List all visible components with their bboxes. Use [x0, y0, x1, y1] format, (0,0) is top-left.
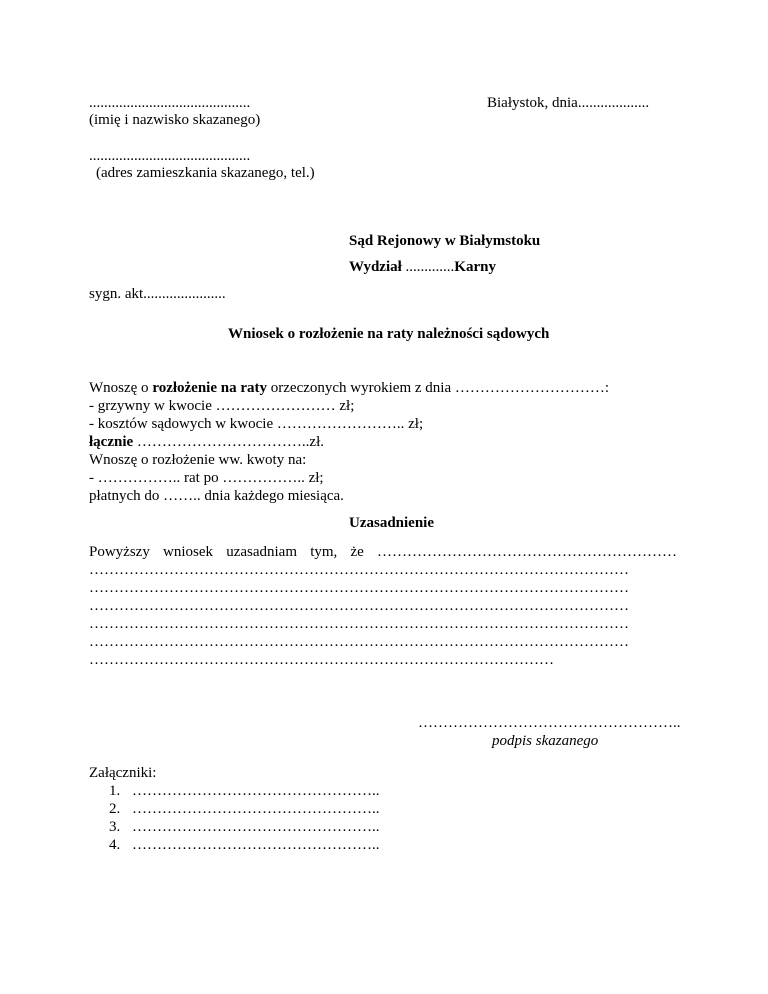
- justification-dotted-line: ………………………………………………………………………………………………: [89, 634, 629, 650]
- request-line-fine: - grzywny w kwocie …………………… zł;: [89, 398, 355, 414]
- attachments: [89, 764, 380, 854]
- justification-dotted-line: ………………………………………………………………………………………………: [89, 580, 629, 596]
- request-line-1: Wnoszę o rozłożenie na raty orzeczonych wyrokiem z dnia …………………………:: [89, 380, 610, 396]
- document-title: Wniosek o rozłożenie na raty należności sądowych: [228, 326, 550, 342]
- address-label: (adres zamieszkania skazanego, tel.): [96, 165, 315, 181]
- justification-dotted-line: ………………………………………………………………………………………………: [89, 598, 629, 614]
- justification-first-line: Powyższy wniosek uzasadniam tym, że ……………………………………………………: [89, 544, 677, 560]
- attachment-item: 2. …………………………………………..: [109, 801, 380, 817]
- case-reference: sygn. akt......................: [89, 286, 226, 302]
- place-date: Białystok, dnia...................: [487, 95, 650, 111]
- justification-dotted-line: ………………………………………………………………………………………………: [89, 616, 629, 632]
- name-dots: ...........................................: [89, 95, 251, 111]
- court-name: Sąd Rejonowy w Białymstoku: [349, 233, 541, 249]
- attachment-item: 3. …………………………………………..: [109, 819, 380, 835]
- court-department: Wydział .............Karny: [349, 259, 496, 275]
- justification-last-line: …………………………………………………………………………………: [89, 652, 554, 668]
- name-label: (imię i nazwisko skazanego): [89, 112, 261, 128]
- address-dots: ...........................................: [89, 148, 251, 164]
- attachment-item: 1. …………………………………………..: [109, 783, 380, 799]
- request-line-total: łącznie ……………………………..zł.: [89, 434, 324, 450]
- attachments-heading: Załączniki:: [89, 765, 157, 781]
- justification-dotted-line: ………………………………………………………………………………………………: [89, 562, 629, 578]
- request-line-costs: - kosztów sądowych w kwocie …………………….. zł;: [89, 416, 424, 432]
- signature-label: podpis skazanego: [492, 733, 599, 749]
- attachment-item: 4. …………………………………………..: [109, 837, 380, 853]
- request-line-due: płatnych do …….. dnia każdego miesiąca.: [89, 488, 344, 504]
- request-line-installments-intro: Wnoszę o rozłożenie ww. kwoty na:: [89, 452, 307, 468]
- request-line-installments: - …………….. rat po …………….. zł;: [89, 470, 324, 486]
- justification-heading: Uzasadnienie: [349, 515, 435, 531]
- signature-dots: ……………………………………………..: [418, 715, 681, 731]
- attachments-list: [89, 782, 380, 854]
- request-block: [89, 379, 609, 505]
- justification-lines: [89, 543, 677, 669]
